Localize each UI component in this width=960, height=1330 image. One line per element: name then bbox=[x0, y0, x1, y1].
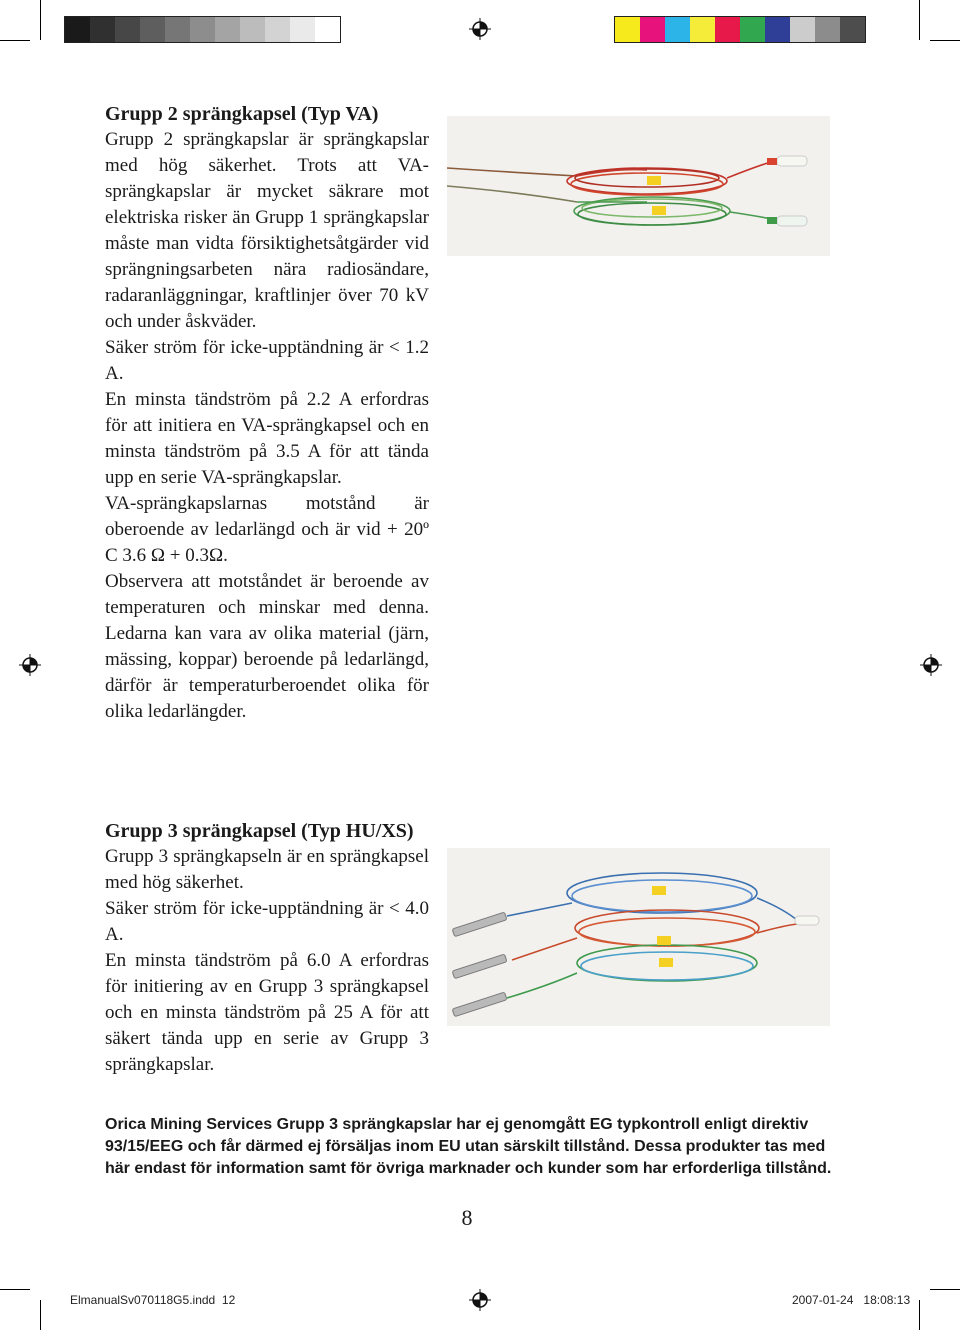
color-calibration-bar bbox=[614, 16, 866, 43]
crop-mark bbox=[919, 1300, 920, 1330]
gray-swatch bbox=[65, 17, 90, 42]
va-detonator-photo bbox=[447, 116, 830, 256]
crop-mark bbox=[40, 0, 41, 40]
page-number: 8 bbox=[461, 1205, 473, 1230]
registration-mark-icon bbox=[920, 654, 942, 676]
gray-swatch bbox=[115, 17, 140, 42]
section-heading: Grupp 3 sprängkapsel (Typ HU/XS) bbox=[105, 820, 414, 842]
slug-file: ElmanualSv070118G5.indd bbox=[70, 1293, 216, 1307]
crop-mark bbox=[919, 0, 920, 40]
paragraph: En minsta tändström på 2.2 A erfordras för att initiera en VA-sprängkapsel och en minsta tändström på 3.5 A för att tända upp en serie VA-sprängkapslar. bbox=[105, 389, 429, 488]
gray-swatch bbox=[215, 17, 240, 42]
gray-swatch bbox=[240, 17, 265, 42]
slug-date: 2007-01-24 bbox=[792, 1293, 854, 1307]
paragraph: Grupp 3 sprängkapseln är en sprängkapsel med hög säkerhet. bbox=[105, 846, 429, 893]
slug-right bbox=[792, 1293, 910, 1307]
va-detonator-illustration bbox=[447, 116, 830, 256]
gray-swatch bbox=[290, 17, 315, 42]
color-swatch bbox=[640, 17, 665, 42]
paragraph: Observera att motståndet är beroende av temperaturen och minskar med denna. Ledarna kan vara av olika material (järn, mässing, koppar) beroende på ledarlängd, därför är temperaturberoendet olika för olika ledarlängder. bbox=[105, 571, 429, 722]
gray-swatch bbox=[90, 17, 115, 42]
gray-swatch bbox=[165, 17, 190, 42]
color-swatch bbox=[815, 17, 840, 42]
crop-mark bbox=[0, 1289, 30, 1290]
color-swatch bbox=[740, 17, 765, 42]
registration-mark-icon bbox=[469, 1289, 491, 1311]
registration-mark-icon bbox=[19, 654, 41, 676]
hu-detonator-photo bbox=[447, 848, 830, 1026]
slug-page: 12 bbox=[221, 1293, 236, 1307]
gray-calibration-bar bbox=[64, 16, 341, 43]
hu-detonator-illustration bbox=[447, 848, 830, 1026]
crop-mark bbox=[0, 40, 30, 41]
paragraph: VA-sprängkapslarnas motstånd är oberoende av ledarlängd och är vid + 20º C 3.6 Ω + 0.3Ω. bbox=[105, 493, 429, 566]
section-heading: Grupp 2 sprängkapsel (Typ VA) bbox=[105, 103, 379, 125]
color-swatch bbox=[615, 17, 640, 42]
gray-swatch bbox=[265, 17, 290, 42]
color-swatch bbox=[715, 17, 740, 42]
note-text: Orica Mining Services Grupp 3 sprängkapslar har ej genomgått EG typkontroll enligt direktiv 93/15/EEG och får därmed ej försäljas inom EU utan särskilt tillstånd. Dessa produkter tas med här endast för information samt för övriga marknader och kunder som har erforderliga tillstånd. bbox=[105, 1116, 832, 1177]
color-swatch bbox=[665, 17, 690, 42]
paragraph: Säker ström för icke-upptändning är < 4.0 A. bbox=[105, 898, 429, 945]
paragraph: En minsta tändström på 6.0 A erfordras för initiering av en Grupp 3 sprängkapsel och en minsta tändström på 25 A för att säkert tända upp en serie av Grupp 3 sprängkapslar. bbox=[105, 950, 429, 1075]
slug-time: 18:08:13 bbox=[863, 1293, 911, 1307]
gray-swatch bbox=[315, 17, 340, 42]
registration-mark-icon bbox=[469, 18, 491, 40]
section-grupp-3 bbox=[105, 818, 429, 1078]
section-grupp-2 bbox=[105, 101, 429, 725]
color-swatch bbox=[840, 17, 865, 42]
color-swatch bbox=[690, 17, 715, 42]
crop-mark bbox=[930, 1289, 960, 1290]
gray-swatch bbox=[140, 17, 165, 42]
crop-mark bbox=[40, 1300, 41, 1330]
slug-left bbox=[70, 1293, 235, 1307]
paragraph: Grupp 2 sprängkapslar är sprängkapslar med hög säkerhet. Trots att VA-sprängkapslar är mycket säkrare mot elektriska risker än Grupp 1 sprängkapslar måste man vidta försiktighetsåtgärder vid sprängningsarbeten nära radiosändare, radaranläggningar, kraftlinjer över 70 kV och under åskväder. bbox=[105, 129, 429, 332]
paragraph: Säker ström för icke-upptändning är < 1.2 A. bbox=[105, 337, 429, 384]
gray-swatch bbox=[190, 17, 215, 42]
crop-mark bbox=[930, 40, 960, 41]
color-swatch bbox=[765, 17, 790, 42]
regulatory-note bbox=[105, 1114, 840, 1180]
color-swatch bbox=[790, 17, 815, 42]
